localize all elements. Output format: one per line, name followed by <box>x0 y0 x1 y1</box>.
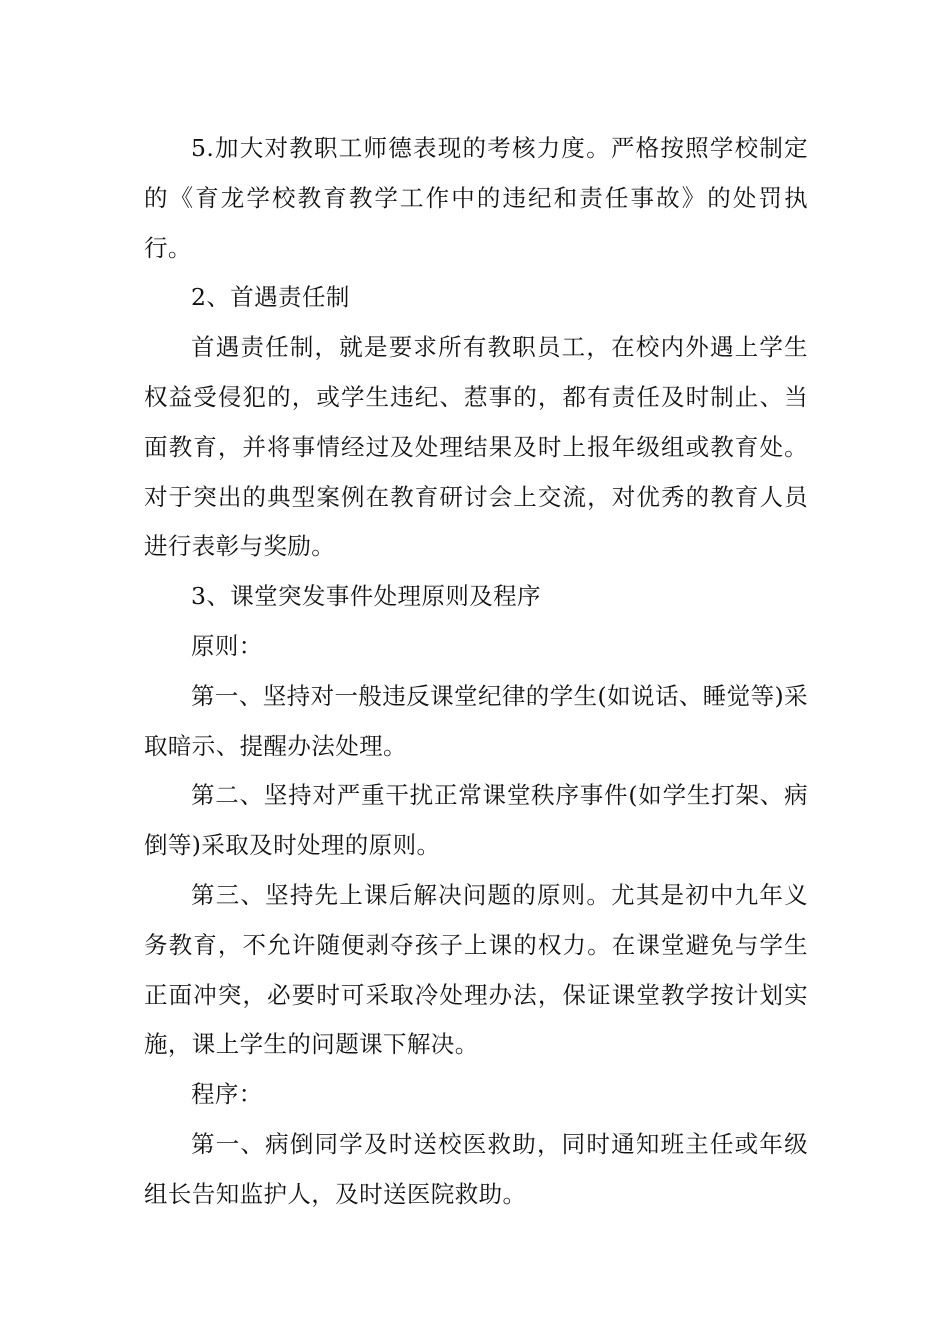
label-principles: 原则： <box>191 631 263 660</box>
principle-third: 第三、坚持先上课后解决问题的原则。尤其是初中九年义务教育，不允许随便剥夺孩子上课的权力。在课堂避免与学生正面冲突，必要时可采取冷处理办法，保证课堂教学按计划实施，课上学生的问题课下解决。 <box>144 880 808 1059</box>
heading-classroom-emergency: 3、课堂突发事件处理原则及程序 <box>191 582 541 611</box>
paragraph-assessment-rule: 5.加大对教职工师德表现的考核力度。严格按照学校制定的《育龙学校教育教学工作中的违纪和责任事故》的处罚执行。 <box>144 134 808 262</box>
label-procedure: 程序： <box>191 1080 263 1109</box>
document-body <box>144 124 808 1220</box>
procedure-first: 第一、病倒同学及时送校医救助，同时通知班主任或年级组长告知监护人，及时送医院救助。 <box>144 1129 808 1208</box>
heading-first-encounter-responsibility: 2、首遇责任制 <box>191 283 350 312</box>
principle-second: 第二、坚持对严重干扰正常课堂秩序事件(如学生打架、病倒等)采取及时处理的原则。 <box>144 781 808 860</box>
paragraph-first-encounter-description: 首遇责任制，就是要求所有教职员工，在校内外遇上学生权益受侵犯的，或学生违纪、惹事的，都有责任及时制止、当面教育，并将事情经过及处理结果及时上报年级组或教育处。对于突出的典型案例在教育研讨会上交流，对优秀的教育人员进行表彰与奖励。 <box>144 333 808 561</box>
principle-first: 第一、坚持对一般违反课堂纪律的学生(如说话、睡觉等)采取暗示、提醒办法处理。 <box>144 681 808 760</box>
